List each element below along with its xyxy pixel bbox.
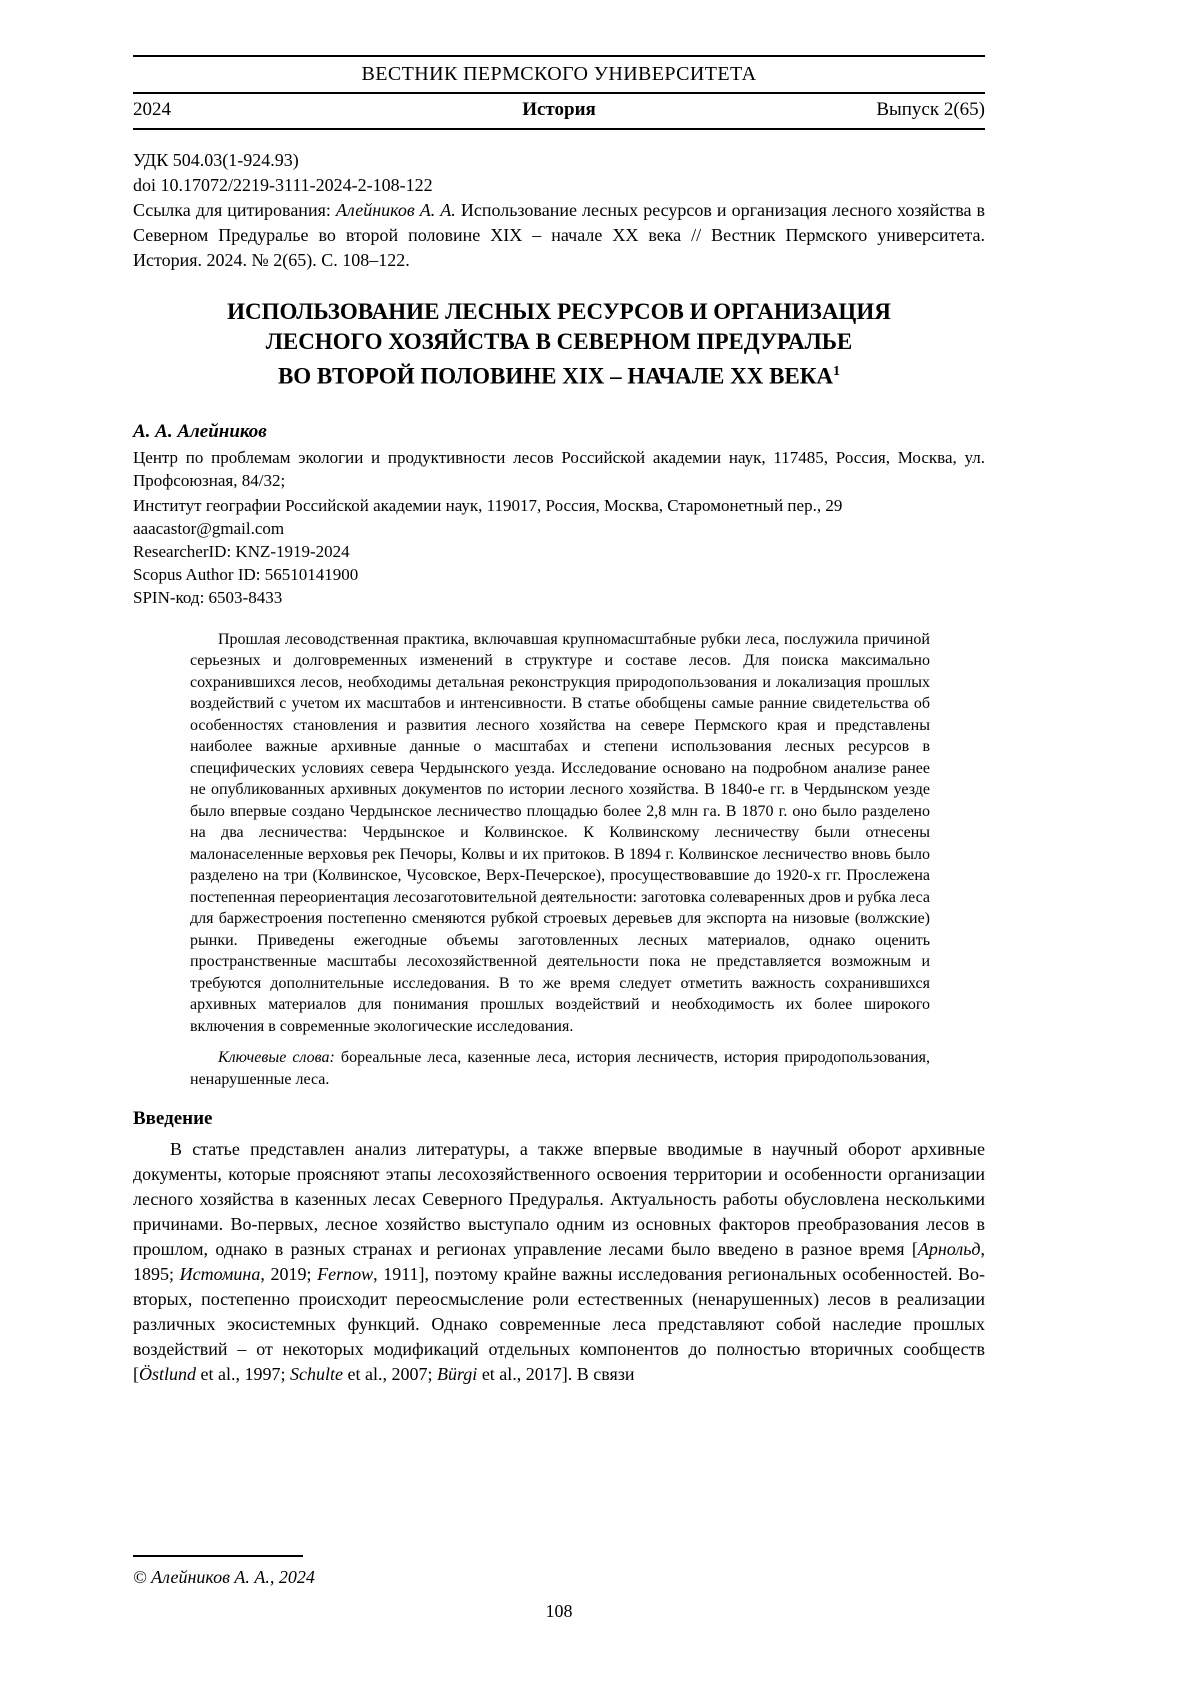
abstract-paragraph: Прошлая лесоводственная практика, включавшая крупномасштабные рубки леса, послужила причиной серьезных и долговременных изменений в структуре и составе лесов. Для поиска максимально сохранившихся лесов, необходимы детальная реконструкция природопользования и локализация прошлых воздействий с учетом их масштабов и интенсивности. В статье обобщены самые ранние свидетельства об особенностях становления и развития лесного хозяйства на севере Пермского края и представлены наиболее важные архивные данные о масштабах и степени использования лесных ресурсов в специфических условиях севера Чердынского уезда. Исследование основано на подробном анализе ранее не опубликованных архивных документов по истории лесного хозяйства. В 1840-е гг. в Чердынском уезде было впервые создано Чердынское лесничество площадью более 2,8 млн га. В 1870 г. оно было разделено на два лесничества: Чердынское и Колвинское. К Колвинскому лесничеству были отнесены малонаселенные верховья рек Печоры, Колвы и их притоков. В 1894 г. Колвинское лесничество вновь было разделено на три (Колвинское, Чусовское, Верх-Печерское), просуществовавшие до 1920-х гг. Прослежена постепенная переориентация лесозаготовительной деятельности: заготовка солеваренных дров и рубка леса для баржестроения постепенно сменяются рубкой строевых деревьев для экспорта на низовые (волжские) рынки. Приведены ежегодные объемы заготовленных лесных материалов, однако оценить пространственные масштабы лесохозяйственной деятельности пока не представляется возможным и требуются дополнительные исследования. В то же время следует отметить важность сохранившихся архивных материалов для понимания прошлых воздействий и необходимость их более широкого включения в современные экологические исследования. [190, 630, 930, 1035]
ref-author-fernow: Fernow [317, 1264, 374, 1285]
author-email: aaacastor@gmail.com [133, 518, 285, 538]
ref-author-istomina: Истомина [179, 1264, 261, 1285]
header-year: 2024 [133, 99, 171, 120]
section-heading-introduction: Введение [133, 1108, 213, 1130]
journal-title: ВЕСТНИК ПЕРМСКОГО УНИВЕРСИТЕТА [361, 63, 757, 85]
copyright-line: © Алейников А. А., 2024 [133, 1567, 315, 1587]
author-spin-code: SPIN-код: 6503-8433 [133, 587, 283, 607]
ref-author-burgi: Bürgi [436, 1364, 478, 1385]
keywords-paragraph [133, 1047, 985, 1090]
author-name: А. А. Алейников [133, 420, 267, 442]
udc-line: УДК 504.03(1-924.93) [133, 150, 299, 170]
author-researcher-id: ResearcherID: KNZ-1919-2024 [133, 541, 350, 561]
intro-text-1: В статье представлен анализ литературы, а также впервые вводимые в научный оборот архивные документы, которые проясняют этапы лесохозяйственного освоения территории и особенности организации лесного хозяйства в казенных лесах Северного Предуралья. Актуальность работы обусловлена несколькими причинами. Во-первых, лесное хозяйство выступало одним из основных факторов преобразования лесов в прошлом, однако в разных странах и регионах управление лесами было введено в разное время [ [133, 1139, 985, 1260]
citation-label: Ссылка для цитирования: [133, 200, 336, 220]
citation-author: Алейников А. А. [335, 200, 456, 220]
title-footnote-marker: 1 [833, 364, 841, 379]
footnote-divider [133, 1555, 303, 1557]
intro-text-4: , 1911], поэтому крайне важны исследования региональных особенностей. Во-вторых, постепенно происходит переосмысление роли естественных (ненарушенных) лесов в реализации различных экосистемных функций. Однако современные леса представляют собой наследие прошлых воздействий – от некоторых модификаций отдельных компонентов до полностью вторичных сообществ [ [133, 1264, 985, 1385]
header-bottom-divider [133, 128, 985, 130]
title-line-1: ИСПОЛЬЗОВАНИЕ ЛЕСНЫХ РЕСУРСОВ И ОРГАНИЗАЦИЯ [227, 299, 891, 324]
issue-info-row [133, 94, 985, 128]
intro-text-2: , 1895; [133, 1239, 985, 1285]
citation-paragraph [133, 198, 985, 273]
author-scopus-id: Scopus Author ID: 56510141900 [133, 564, 359, 584]
affiliation-line-2: Институт географии Российской академии наук, 119017, Россия, Москва, Старомонетный пер., 29 [133, 495, 843, 515]
article-title [133, 297, 985, 392]
intro-text-7: et al., 2017]. В связи [477, 1364, 635, 1385]
page-number: 108 [545, 1601, 573, 1621]
ref-author-ostlund: Östlund [139, 1364, 197, 1385]
article-meta [133, 148, 985, 273]
author-block [133, 420, 985, 609]
citation-text: Использование лесных ресурсов и организация лесного хозяйства в Северном Предуралье во второй половине XIX – начале XX века // Вестник Пермского университета. История. 2024. № 2(65). С. 108–122. [133, 200, 986, 270]
intro-text-6: et al., 2007; [342, 1364, 437, 1385]
title-line-3-text: ВО ВТОРОЙ ПОЛОВИНЕ XIX – НАЧАЛЕ XX ВЕКА [277, 363, 834, 389]
doi-line: doi 10.17072/2219-3111-2024-2-108-122 [133, 175, 433, 195]
intro-text-3: , 2019; [260, 1264, 318, 1285]
introduction-paragraph [133, 1137, 985, 1387]
ref-author-arnold: Арнольд [917, 1239, 981, 1260]
affiliation-line-1: Центр по проблемам экологии и продуктивности лесов Российской академии наук, 117485, Россия, Москва, ул. Профсоюзная, 84/32; [133, 447, 985, 490]
page-footer [133, 1555, 985, 1623]
title-line-3 [133, 357, 985, 392]
title-line-2: ЛЕСНОГО ХОЗЯЙСТВА В СЕВЕРНОМ ПРЕДУРАЛЬЕ [265, 329, 853, 354]
abstract-block [133, 629, 985, 1038]
header-issue: Выпуск 2(65) [876, 99, 985, 120]
keywords-label: Ключевые слова: [218, 1049, 335, 1067]
ref-author-schulte: Schulte [290, 1364, 343, 1385]
intro-text-5: et al., 1997; [196, 1364, 290, 1385]
keywords-text: бореальные леса, казенные леса, история лесничеств, история природопользования, ненарушенные леса. [190, 1049, 930, 1088]
header-section: История [522, 99, 596, 120]
